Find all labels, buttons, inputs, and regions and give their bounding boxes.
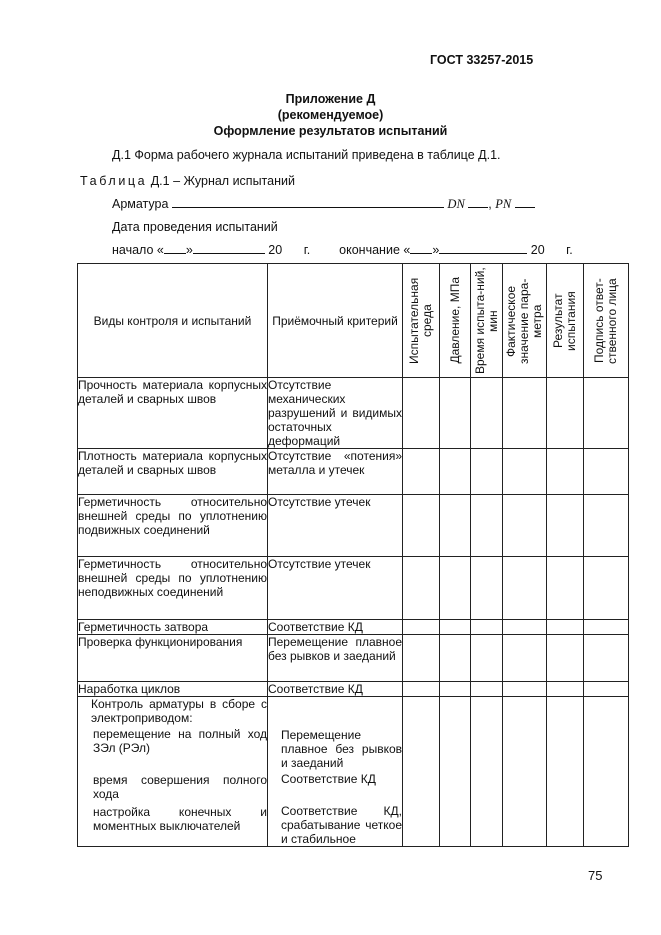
row-test-type: Герметичность относительно внешней среды по уплотнению неподвижных соединений — [78, 557, 268, 620]
control-item-criterion: Соответствие КД — [281, 772, 376, 786]
page-number: 75 — [588, 868, 603, 883]
header-test-type: Виды контроля и испытаний — [78, 264, 268, 378]
table-row — [78, 495, 629, 557]
table-caption-label: Таблица — [80, 174, 148, 188]
start-year: 20 — [268, 243, 283, 257]
header-signature-text: Подпись ответ-ственного лица — [592, 277, 619, 364]
control-title: Контроль арматуры в сборе с электроприводом: — [91, 697, 267, 725]
date-line — [112, 242, 573, 257]
appendix-status: (рекомендуемое) — [277, 108, 384, 122]
row-criterion: Отсутствие утечек — [268, 495, 403, 557]
end-year-suffix: г. — [566, 243, 573, 257]
row-test-type: Проверка функционирования — [78, 635, 268, 682]
standard-number: ГОСТ 33257-2015 — [430, 53, 534, 67]
end-day-blank — [410, 242, 432, 254]
row-criterion: Отсутствие «потения» металла и утечек — [268, 449, 403, 495]
appendix-title: Приложение Д — [285, 92, 376, 106]
row-test-type: Герметичность относительно внешней среды по уплотнению подвижных соединений — [78, 495, 268, 557]
control-item-type: настройка конечных и моментных выключателей — [93, 805, 267, 833]
armatura-label: Арматура — [112, 197, 169, 211]
armatura-blank — [172, 196, 444, 208]
row-criterion: Соответствие КД — [268, 620, 403, 635]
end-year: 20 — [530, 243, 545, 257]
row-criterion: Отсутствие утечек — [268, 557, 403, 620]
table-row — [78, 682, 629, 697]
table-row — [78, 449, 629, 495]
header-actual-value-text: Фактическое значение пара-метра — [504, 277, 544, 364]
pn-blank — [515, 196, 535, 208]
row-criterion: Соответствие КД — [268, 682, 403, 697]
start-year-suffix: г. — [303, 243, 311, 257]
header-pressure-text: Давление, МПа — [447, 277, 462, 364]
header-time-text: Время испыта-ний, мин — [472, 267, 500, 374]
table-row — [78, 378, 629, 449]
table-row — [78, 620, 629, 635]
row-test-type: Плотность материала корпусных деталей и сварных швов — [78, 449, 268, 495]
header-signature — [584, 264, 629, 378]
header-pressure — [440, 264, 471, 378]
start-month-blank — [193, 242, 265, 254]
table-caption-text: Д.1 – Журнал испытаний — [150, 174, 295, 188]
header-result-text: Результат испытания — [551, 290, 578, 351]
end-quote: » — [432, 243, 440, 257]
row-test-type: Наработка циклов — [78, 682, 268, 697]
test-date-label: Дата проведения испытаний — [112, 220, 278, 234]
table-row-control — [78, 697, 629, 847]
dn-label: DN — [447, 197, 465, 211]
table-row — [78, 557, 629, 620]
start-quote: » — [185, 243, 193, 257]
header-time — [471, 264, 503, 378]
control-criteria-cell — [268, 697, 403, 847]
control-item-type: перемещение на полный ход ЗЭл (РЭл) — [93, 727, 267, 755]
pn-label: PN — [495, 197, 512, 211]
row-criterion: Отсутствие механических разрушений и видимых остаточных деформаций — [268, 378, 402, 448]
start-label: начало « — [112, 243, 164, 257]
header-medium — [403, 264, 440, 378]
control-item-criterion: Перемещение плавное без рывков и заеданий — [281, 728, 402, 770]
control-item-criterion: Соответствие КД, срабатывание четкое и стабильное — [281, 804, 402, 846]
table-caption — [80, 174, 295, 188]
row-test-type: Прочность материала корпусных деталей и сварных швов — [78, 378, 268, 449]
header-criterion: Приёмочный критерий — [268, 264, 403, 378]
control-group-cell — [78, 697, 268, 847]
table-row — [78, 635, 629, 682]
intro-paragraph: Д.1 Форма рабочего журнала испытаний приведена в таблице Д.1. — [112, 148, 501, 162]
dn-comma: , — [488, 197, 492, 211]
start-day-blank — [164, 242, 186, 254]
end-label: окончание « — [339, 243, 411, 257]
control-item-type: время совершения полного хода — [93, 773, 267, 801]
end-month-blank — [439, 242, 527, 254]
header-result — [547, 264, 584, 378]
test-journal-table — [77, 263, 629, 847]
dn-blank — [468, 196, 488, 208]
appendix-heading: Оформление результатов испытаний — [213, 124, 448, 138]
row-test-type: Герметичность затвора — [78, 620, 268, 635]
header-actual-value — [503, 264, 547, 378]
armatura-line — [112, 196, 535, 212]
header-medium-text: Испытательная среда — [407, 277, 434, 364]
row-criterion: Перемещение плавное без рывков и заеданий — [268, 635, 403, 682]
